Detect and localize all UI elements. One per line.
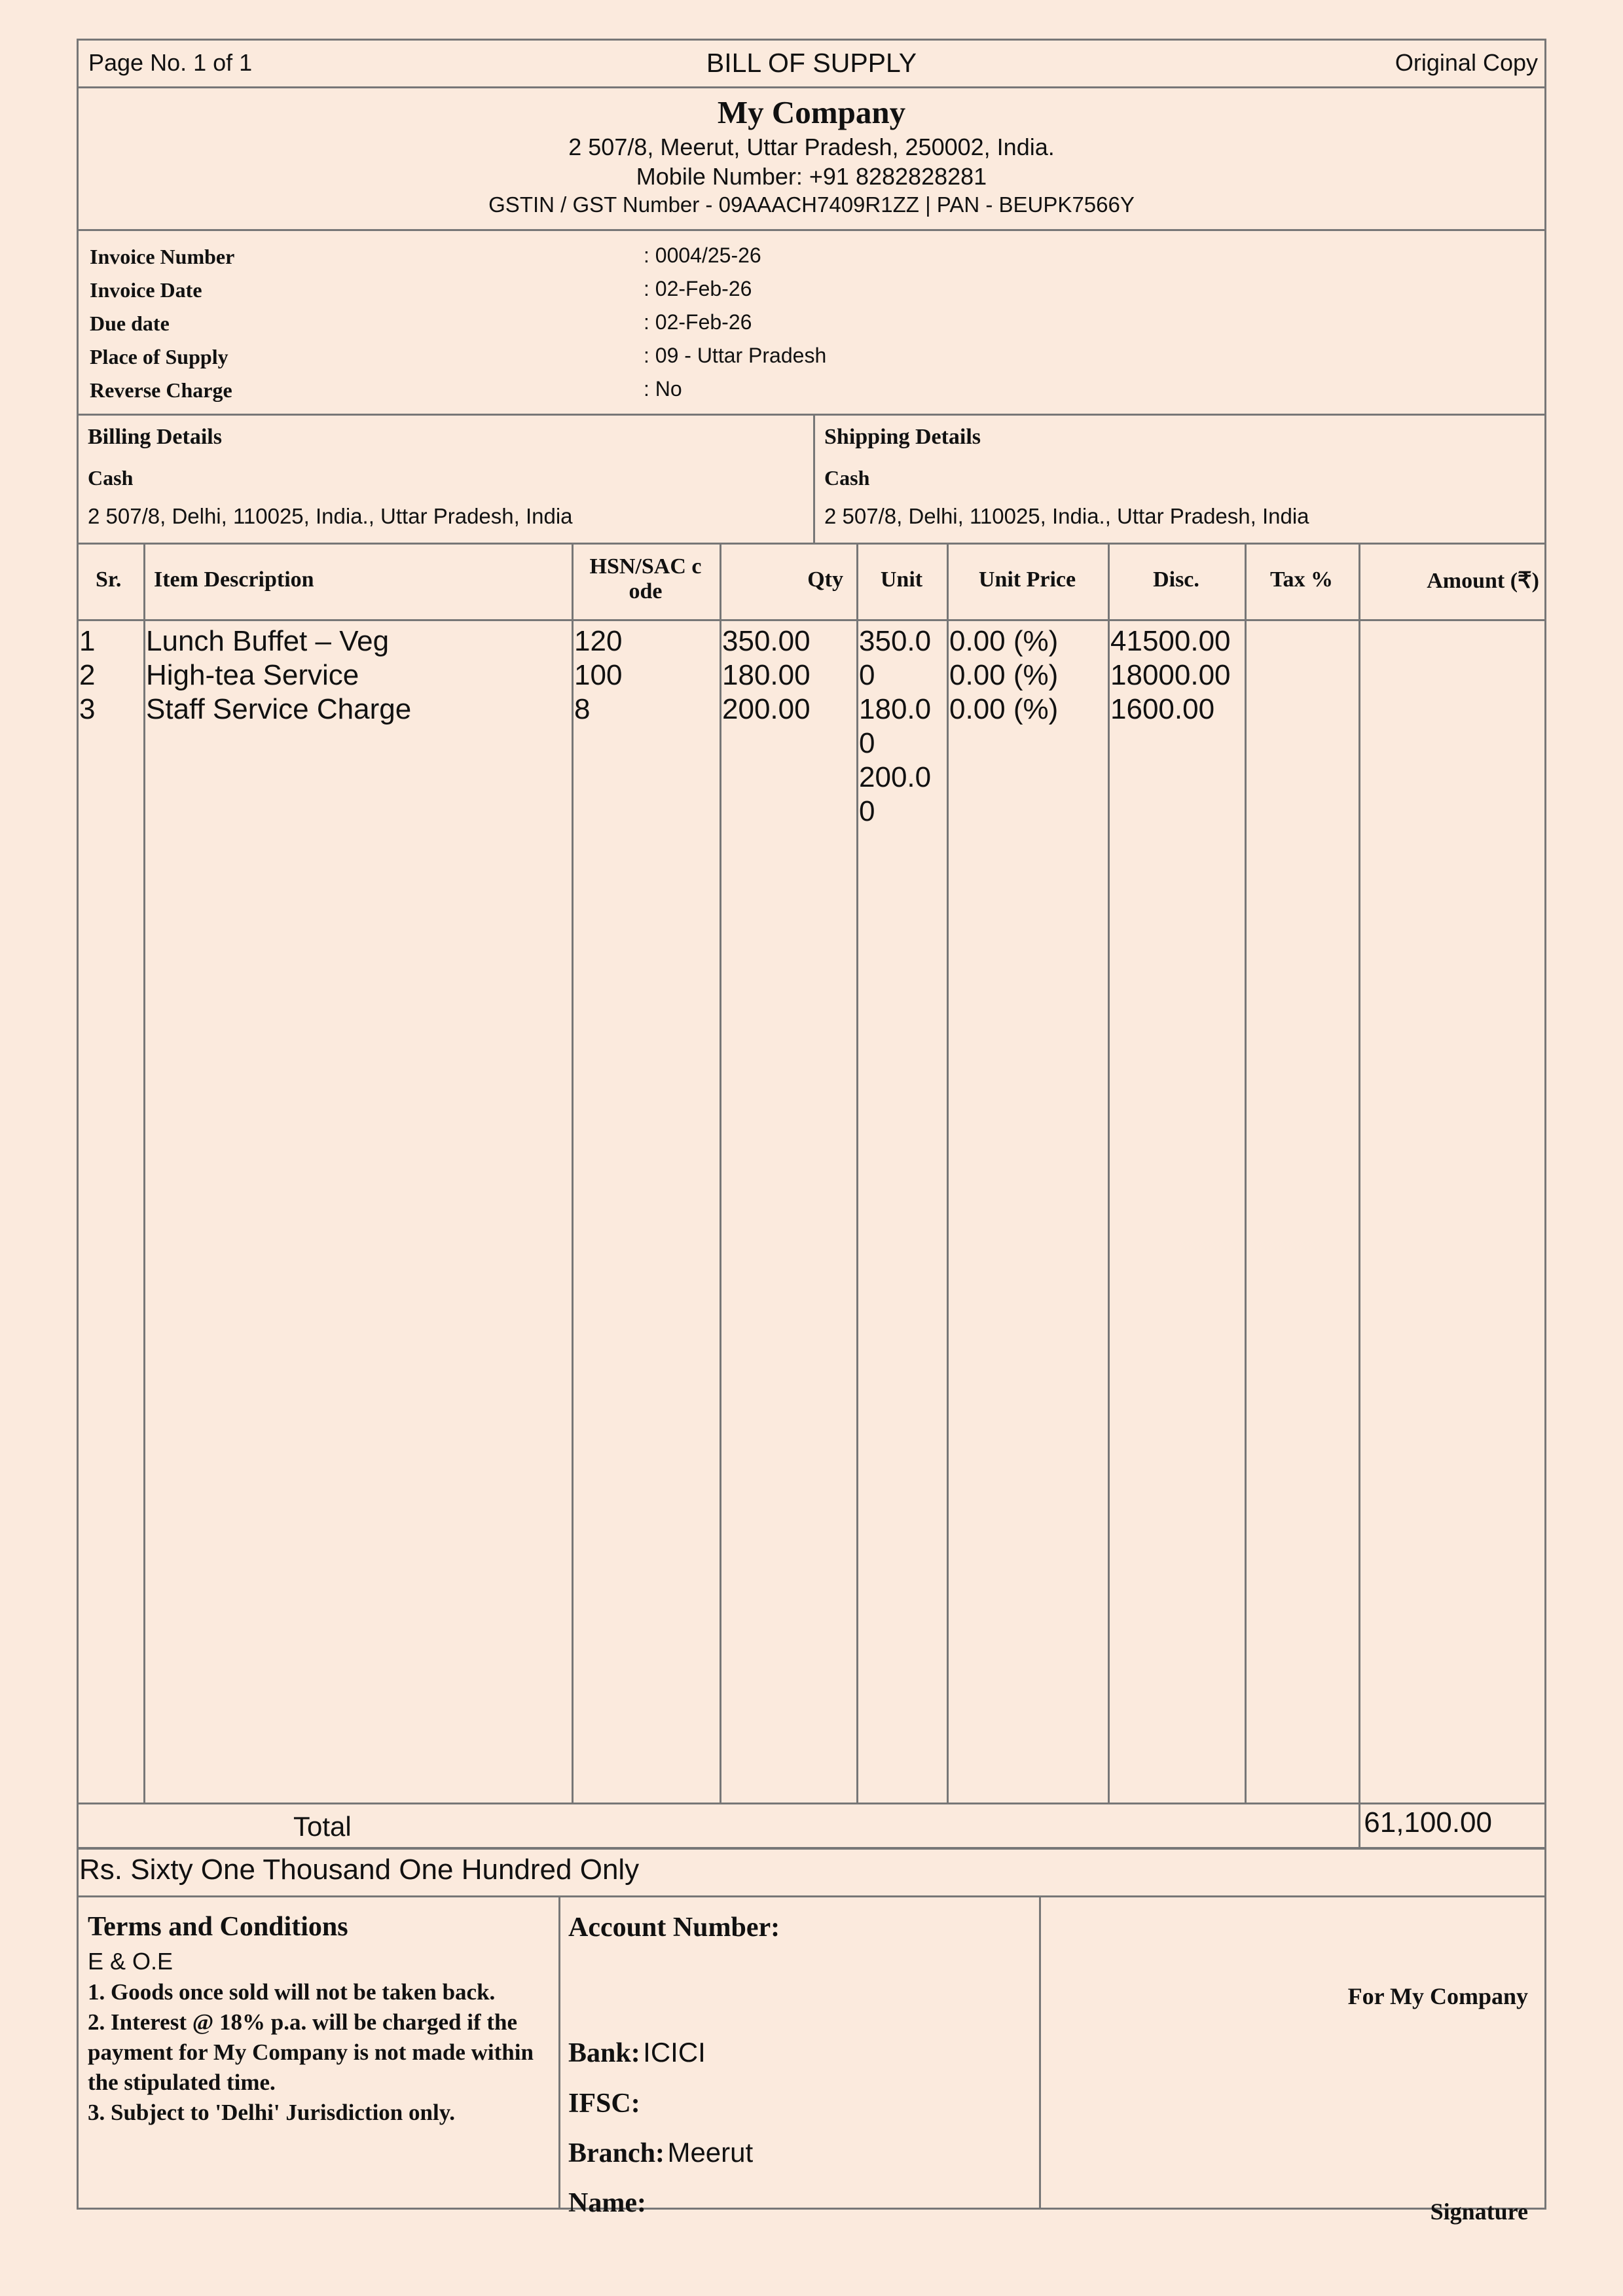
billing-name: Cash [88, 466, 134, 490]
table-cell: 200.00 [722, 693, 811, 725]
column-divider [1245, 543, 1247, 1803]
header-hsn-line2: ode [629, 579, 663, 603]
divider [79, 1847, 1544, 1850]
billing-address: 2 507/8, Delhi, 110025, India., Uttar Pradesh, India [88, 504, 573, 528]
bank-label: Bank: [568, 2038, 640, 2068]
invoice-number-label: Invoice Number [90, 245, 235, 268]
header-sr: Sr. [96, 567, 122, 592]
reverse-charge-label: Reverse Charge [90, 378, 232, 402]
terms-item: 2. Interest @ 18% p.a. will be charged if the payment for My Company is not made within the stipulated time. [88, 2009, 534, 2095]
account-number [568, 1911, 780, 1943]
description-column [146, 624, 411, 726]
branch-label: Branch: [568, 2138, 665, 2168]
table-cell: 350.0 [859, 625, 932, 657]
divider [558, 1895, 560, 2210]
table-cell: 3 [79, 693, 96, 725]
header-unit-price: Unit Price [978, 567, 1076, 592]
document-title: BILL OF SUPPLY [706, 48, 917, 78]
header-tax: Tax % [1269, 567, 1334, 592]
table-cell: 120 [574, 625, 623, 657]
table-cell: 180.00 [722, 659, 811, 691]
divider [79, 86, 1544, 88]
account-number-label: Account Number: [568, 1912, 780, 1943]
table-cell: 200.0 [859, 761, 932, 793]
shipping-heading: Shipping Details [824, 425, 981, 449]
ifsc [568, 2087, 640, 2119]
branch-value: Meerut [667, 2137, 754, 2168]
terms-list [88, 1977, 546, 2128]
divider [1039, 1895, 1041, 2210]
table-cell: 0 [859, 795, 875, 827]
table-cell: 350.00 [722, 625, 811, 657]
terms-item: 1. Goods once sold will not be taken back. [88, 1979, 496, 2005]
shipping-name: Cash [824, 466, 870, 490]
terms-eoe: E & O.E [88, 1948, 173, 1975]
table-cell: 1 [79, 625, 96, 657]
amount-in-words: Rs. Sixty One Thousand One Hundred Only [79, 1854, 640, 1886]
due-date-label: Due date [90, 312, 170, 335]
due-date-value: : 02-Feb-26 [644, 310, 752, 334]
place-of-supply-label: Place of Supply [90, 345, 228, 368]
hsn-column [574, 624, 622, 726]
header-amount: Amount (₹) [1427, 569, 1539, 593]
table-cell: 0 [859, 659, 875, 691]
table-cell: 180.0 [859, 693, 932, 725]
unit-price-column [949, 624, 1058, 726]
divider [79, 1895, 1544, 1897]
account-name [568, 2187, 646, 2219]
header-disc: Disc. [1153, 567, 1199, 592]
table-cell: 1600.00 [1110, 693, 1215, 725]
header-unit: Unit [880, 567, 923, 592]
divider [79, 414, 1544, 416]
table-cell: 0 [859, 727, 875, 759]
table-cell: 8 [574, 693, 591, 725]
sr-column [79, 624, 95, 726]
column-divider [720, 543, 721, 1803]
company-tax-ids: GSTIN / GST Number - 09AAACH7409R1ZZ | PAN - BEUPK7566Y [488, 192, 1135, 217]
divider [79, 1803, 1544, 1804]
terms-item: 3. Subject to 'Delhi' Jurisdiction only. [88, 2100, 456, 2125]
table-cell: 18000.00 [1110, 659, 1231, 691]
name-label: Name: [568, 2188, 646, 2218]
header-qty: Qty [807, 567, 843, 592]
disc-column [1110, 624, 1231, 726]
qty-column [722, 624, 811, 726]
divider [79, 619, 1544, 621]
company-mobile: Mobile Number: +91 8282828281 [636, 163, 987, 190]
ifsc-label: IFSC: [568, 2089, 640, 2119]
billing-heading: Billing Details [88, 425, 222, 449]
divider [79, 543, 1544, 545]
divider [79, 229, 1544, 231]
invoice-date-label: Invoice Date [90, 278, 202, 302]
invoice-number-value: : 0004/25-26 [644, 243, 761, 267]
branch [568, 2137, 753, 2169]
table-cell: 0.00 (%) [949, 693, 1059, 725]
table-cell: Lunch Buffet – Veg [146, 625, 390, 657]
terms-heading: Terms and Conditions [88, 1912, 348, 1942]
table-cell: 100 [574, 659, 623, 691]
page-number: Page No. 1 of 1 [88, 49, 253, 76]
bank-name [568, 2037, 706, 2069]
shipping-address: 2 507/8, Delhi, 110025, India., Uttar Pradesh, India [824, 504, 1309, 528]
bank-value: ICICI [643, 2037, 706, 2068]
for-company: For My Company [1347, 1983, 1528, 2009]
signature-label: Signature [1430, 2198, 1528, 2225]
invoice-sheet [77, 39, 1546, 2225]
column-divider [143, 543, 145, 1803]
column-divider [947, 543, 949, 1803]
header-item-description: Item Description [154, 567, 314, 592]
company-address: 2 507/8, Meerut, Uttar Pradesh, 250002, India. [568, 134, 1055, 160]
column-divider [856, 543, 858, 1803]
table-cell: High-tea Service [146, 659, 359, 691]
unit-column [859, 624, 931, 829]
header-hsn-line1: HSN/SAC c [589, 554, 702, 579]
table-cell: 0.00 (%) [949, 625, 1059, 657]
invoice-date-value: : 02-Feb-26 [644, 277, 752, 300]
table-cell: Staff Service Charge [146, 693, 412, 725]
company-name: My Company [717, 94, 906, 130]
place-of-supply-value: : 09 - Uttar Pradesh [644, 344, 827, 367]
copy-type: Original Copy [1395, 49, 1538, 76]
total-label: Total [293, 1811, 352, 1842]
total-amount: 61,100.00 [1364, 1806, 1492, 1839]
table-cell: 41500.00 [1110, 625, 1231, 657]
column-divider [1108, 543, 1110, 1803]
table-cell: 2 [79, 659, 96, 691]
divider [813, 414, 815, 543]
column-divider [1359, 543, 1360, 1849]
reverse-charge-value: : No [644, 377, 682, 401]
header-hsn [572, 554, 720, 604]
table-cell: 0.00 (%) [949, 659, 1059, 691]
column-divider [572, 543, 574, 1803]
